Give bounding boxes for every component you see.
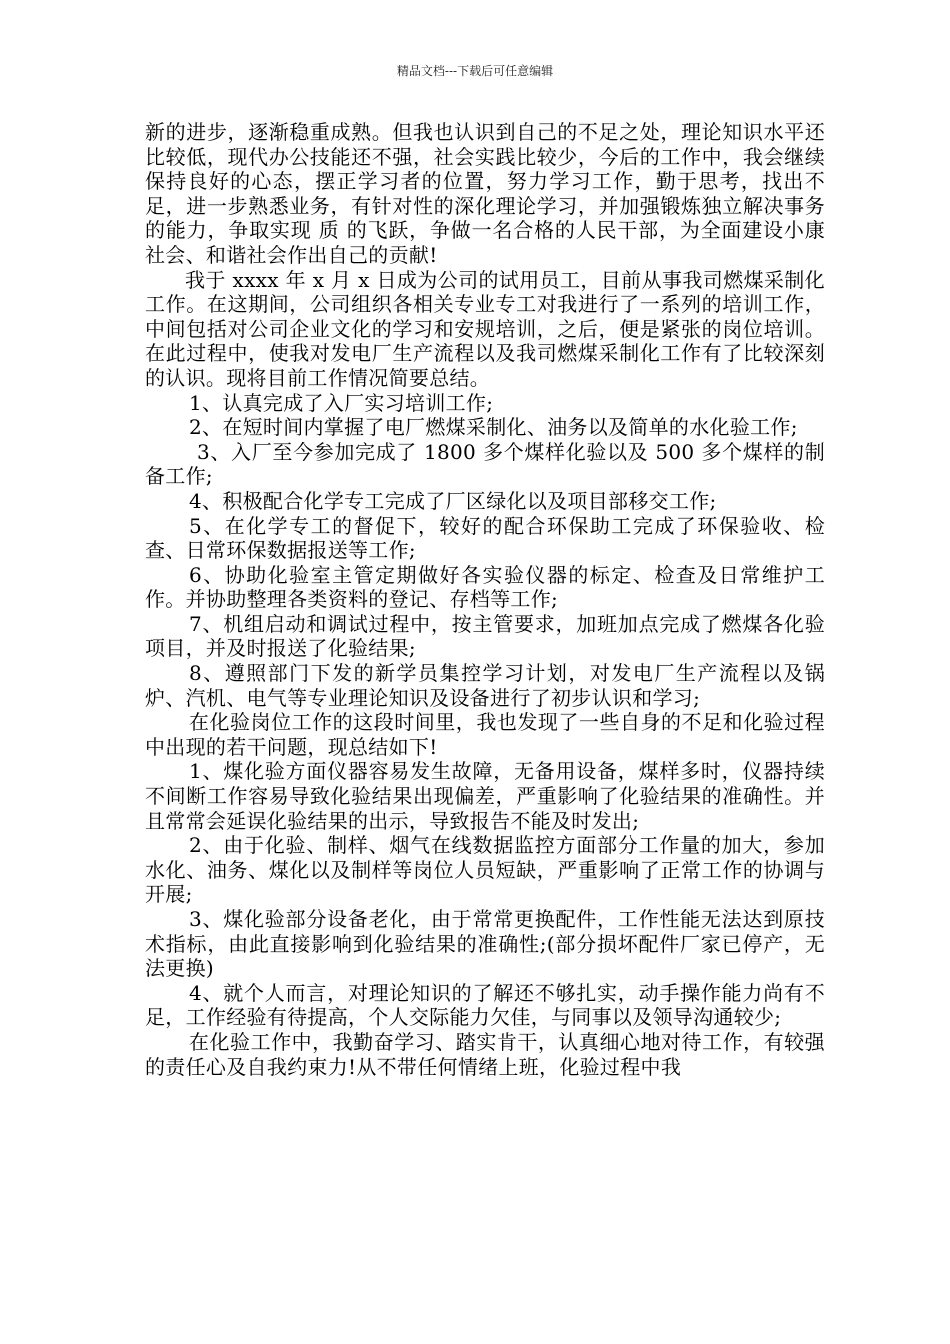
document-body xyxy=(145,120,825,1079)
list-item: 2、在短时间内掌握了电厂燃煤采制化、油务以及简单的水化验工作; xyxy=(189,415,798,440)
list-item: 1、认真完成了入厂实习培训工作; xyxy=(189,390,494,415)
list-item: 2、由于化验、制样、烟气在线数据监控方面部分工作量的加大，参加水化、油务、煤化以及制样等岗位人员短缺，严重影响了正常工作的协调与开展; xyxy=(145,833,825,907)
page-header: 精品文档---下载后可任意编辑 xyxy=(396,64,554,78)
paragraph-closing: 在化验工作中，我勤奋学习、踏实肯干，认真细心地对待工作，有较强的责任心及自我约束力!从不带任何情绪上班，化验过程中我 xyxy=(145,1029,825,1079)
list-item: 3、煤化验部分设备老化，由于常常更换配件，工作性能无法达到原技术指标，由此直接影响到化验结果的准确性;(部分损坏配件厂家已停产，无法更换) xyxy=(145,907,825,981)
list-item: 6、协助化验室主管定期做好各实验仪器的标定、检查及日常维护工作。并协助整理各类资料的登记、存档等工作; xyxy=(145,562,825,612)
list-item: 3、入厂至今参加完成了 1800 多个煤样化验以及 500 多个煤样的制备工作; xyxy=(145,439,825,489)
paragraph-problems-intro: 在化验岗位工作的这段时间里，我也发现了一些自身的不足和化验过程中出现的若干问题，现总结如下! xyxy=(145,710,825,759)
list-item: 4、就个人而言，对理论知识的了解还不够扎实，动手操作能力尚有不足，工作经验有待提高，个人交际能力欠佳，与同事以及领导沟通较少; xyxy=(145,980,825,1030)
paragraph-2: 我于 xxxx 年 x 月 x 日成为公司的试用员工，目前从事我司燃煤采制化工作。在这期间，公司组织各相关专业专工对我进行了一系列的培训工作，中间包括对公司企业文化的学习和安规培训，之后，便是紧张的岗位培训。在此过程中，使我对发电厂生产流程以及我司燃煤采制化工作有了比较深刻的认识。现将目前工作情况简要总结。 xyxy=(145,267,825,390)
list-item: 1、煤化验方面仪器容易发生故障，无备用设备，煤样多时，仪器持续不间断工作容易导致化验结果出现偏差，严重影响了化验结果的准确性。并且常常会延误化验结果的出示，导致报告不能及时发出; xyxy=(145,759,825,833)
list-item: 5、在化学专工的督促下，较好的配合环保助工完成了环保验收、检查、日常环保数据报送等工作; xyxy=(145,513,825,563)
list-item: 8、遵照部门下发的新学员集控学习计划，对发电厂生产流程以及锅炉、汽机、电气等专业理论知识及设备进行了初步认识和学习; xyxy=(145,661,825,710)
paragraph-1: 新的进步，逐渐稳重成熟。但我也认识到自己的不足之处，理论知识水平还比较低，现代办公技能还不强，社会实践比较少，今后的工作中，我会继续保持良好的心态，摆正学习者的位置，努力学习工作，勤于思考，找出不足，进一步熟悉业务，有针对性的深化理论学习，并加强锻炼独立解决事务的能力，争取实现 质 的飞跃，争做一名合格的人民干部，为全面建设小康社会、和谐社会作出自己的贡献! xyxy=(145,120,825,267)
list-item: 4、积极配合化学专工完成了厂区绿化以及项目部移交工作; xyxy=(189,488,717,513)
list-item: 7、机组启动和调试过程中，按主管要求，加班加点完成了燃煤各化验项目，并及时报送了化验结果; xyxy=(145,611,825,661)
